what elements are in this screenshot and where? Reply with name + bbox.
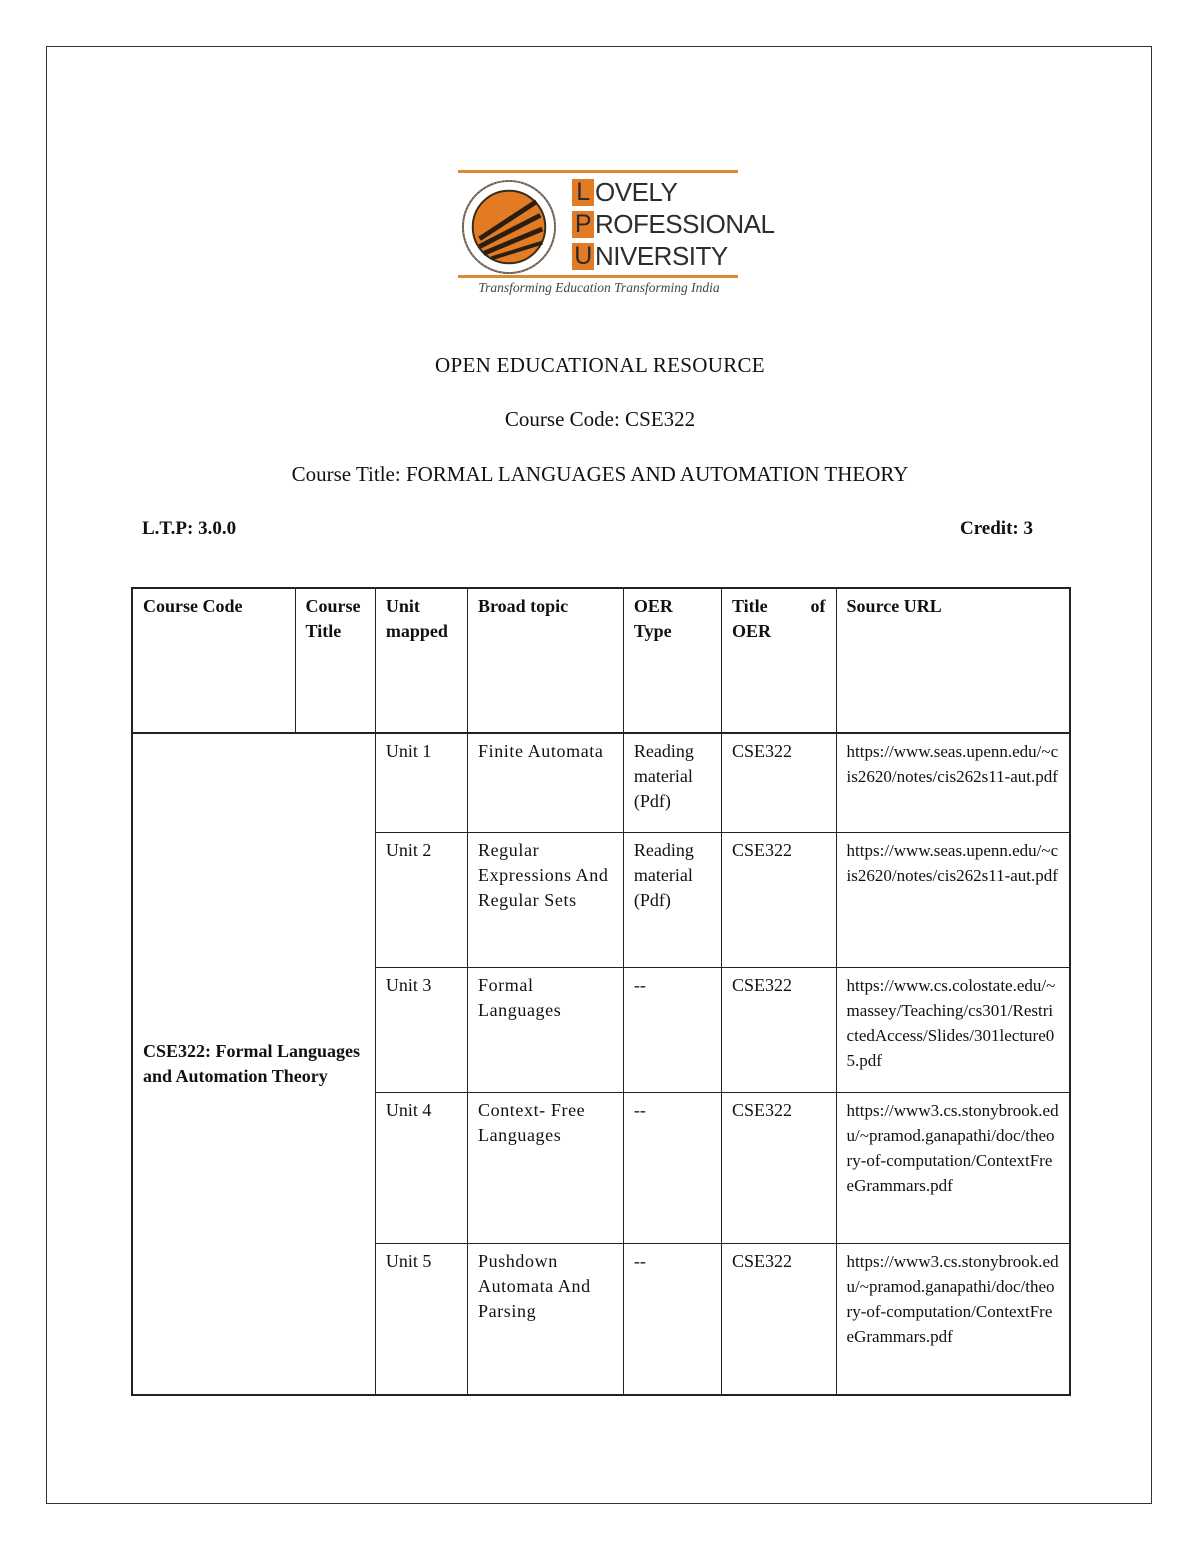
document-title: OPEN EDUCATIONAL RESOURCE [435, 353, 765, 377]
oer-type-cell: -- [623, 1093, 721, 1244]
oer-type-cell: Reading material (Pdf) [623, 733, 721, 833]
logo-line-lovely [572, 176, 774, 208]
header-course-code: Course Code [132, 588, 295, 733]
table-row [132, 733, 1070, 833]
oer-type-cell: -- [623, 968, 721, 1093]
oer-title-cell: CSE322 [721, 833, 836, 968]
unit-cell: Unit 3 [375, 968, 467, 1093]
unit-cell: Unit 4 [375, 1093, 467, 1244]
header-oer-word: OER [731, 621, 771, 641]
source-url-link[interactable]: https://www.seas.upenn.edu/~cis2620/notes/cis262s11-aut.pdf [836, 833, 1070, 968]
ltp-label: L.T.P: 3.0.0 [142, 518, 237, 539]
credit-label: Credit: 3 [960, 518, 1033, 539]
logo-initial-p: P [572, 211, 594, 238]
logo-bottom-rule [458, 275, 738, 278]
university-emblem-icon [460, 178, 558, 276]
unit-cell: Unit 5 [375, 1244, 467, 1396]
table-header-row [132, 588, 1070, 733]
course-name-cell: CSE322: Formal Languages and Automation Theory [132, 733, 375, 1395]
logo-word-university: NIVERSITY [595, 240, 728, 271]
oer-title-cell: CSE322 [721, 1244, 836, 1396]
university-logo [458, 168, 775, 306]
logo-initial-u: U [572, 243, 594, 270]
header-of-word: of [810, 596, 826, 616]
logo-line-university [572, 240, 774, 272]
unit-cell: Unit 1 [375, 733, 467, 833]
logo-word-professional: ROFESSIONAL [595, 208, 775, 239]
logo-word-lovely: OVELY [595, 176, 678, 207]
topic-cell: Regular Expressions And Regular Sets [467, 833, 623, 968]
unit-cell: Unit 2 [375, 833, 467, 968]
header-broad-topic: Broad topic [467, 588, 623, 733]
source-url-link[interactable]: https://www.seas.upenn.edu/~cis2620/notes/cis262s11-aut.pdf [836, 733, 1070, 833]
oer-title-cell: CSE322 [721, 733, 836, 833]
header-oer-type: OER Type [623, 588, 721, 733]
topic-cell: Finite Automata [467, 733, 623, 833]
logo-line-professional [572, 208, 774, 240]
topic-cell: Context- Free Languages [467, 1093, 623, 1244]
topic-cell: Pushdown Automata And Parsing [467, 1244, 623, 1396]
topic-cell: Formal Languages [467, 968, 623, 1093]
logo-tagline: Transforming Education Transforming India [478, 280, 720, 295]
source-url-link[interactable]: https://www3.cs.stonybrook.edu/~pramod.ganapathi/doc/theory-of-computation/ContextFreeGrammars.pdf [836, 1093, 1070, 1244]
oer-table [131, 587, 1071, 1396]
header-unit-mapped: Unit mapped [375, 588, 467, 733]
oer-title-cell: CSE322 [721, 968, 836, 1093]
logo-top-rule [458, 170, 738, 173]
header-title-of-oer [721, 588, 836, 733]
header-course-title: Course Title [295, 588, 375, 733]
header-source-url: Source URL [836, 588, 1070, 733]
header-title-word: Title [731, 596, 768, 616]
oer-type-cell: -- [623, 1244, 721, 1396]
source-url-link[interactable]: https://www3.cs.stonybrook.edu/~pramod.ganapathi/doc/theory-of-computation/ContextFreeGrammars.pdf [836, 1244, 1070, 1396]
oer-title-cell: CSE322 [721, 1093, 836, 1244]
logo-initial-l: L [572, 179, 594, 206]
course-code-heading: Course Code: CSE322 [504, 407, 696, 431]
course-title-heading: Course Title: FORMAL LANGUAGES AND AUTOMATION THEORY [291, 462, 909, 486]
oer-type-cell: Reading material (Pdf) [623, 833, 721, 968]
source-url-link[interactable]: https://www.cs.colostate.edu/~massey/Teaching/cs301/RestrictedAccess/Slides/301lecture05.pdf [836, 968, 1070, 1093]
